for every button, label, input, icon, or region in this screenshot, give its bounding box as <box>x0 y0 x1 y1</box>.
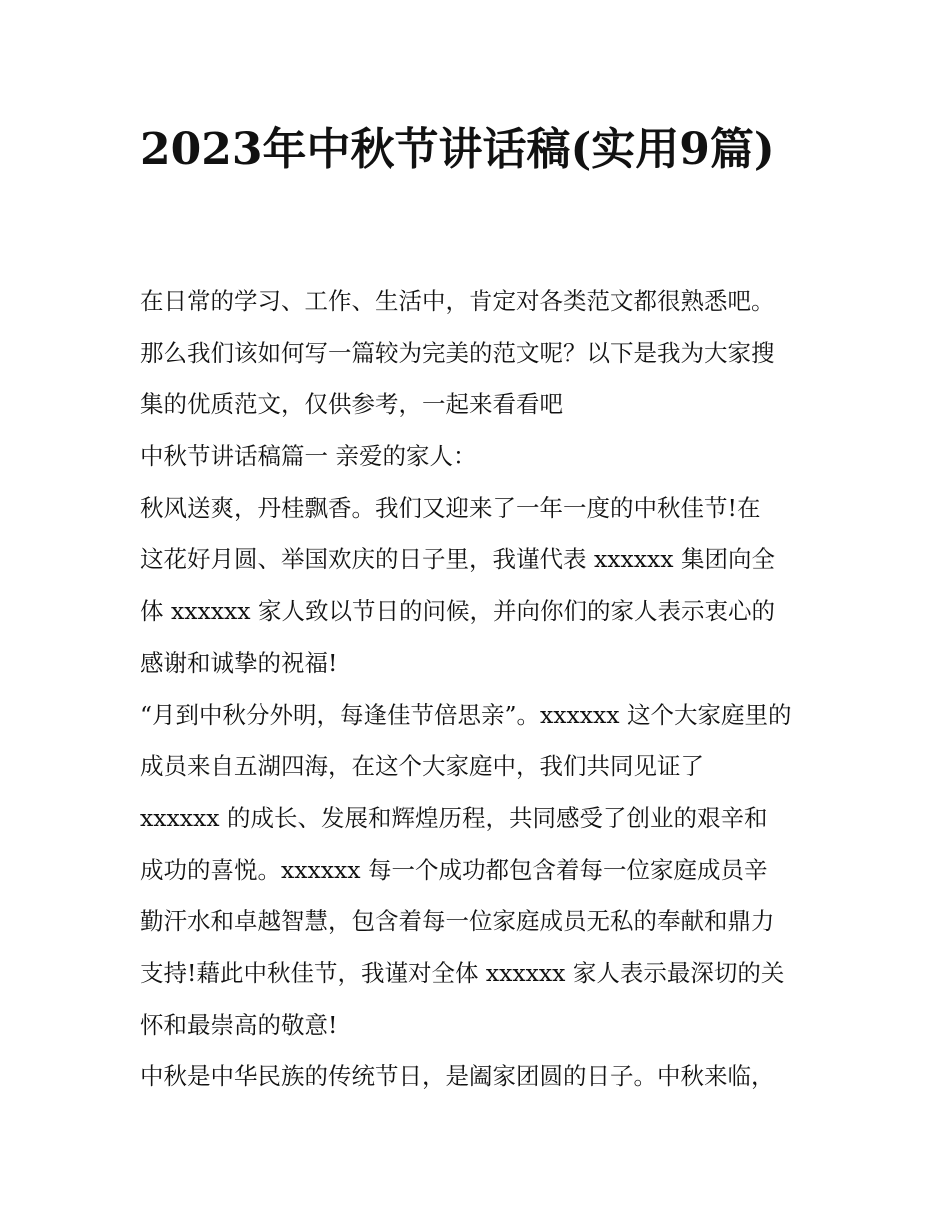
text-line: 勤汗水和卓越智慧，包含着每一位家庭成员无私的奉献和鼎力 <box>140 907 775 936</box>
text-line: “月到中秋分外明，每逢佳节倍思亲”。xxxxxx 这个大家庭里的 <box>140 700 792 729</box>
text-line: 在日常的学习、工作、生活中，肯定对各类范文都很熟悉吧。 <box>140 287 775 315</box>
document-title: 2023年中秋节讲话稿(实用9篇) <box>140 124 775 175</box>
text-line: 集的优质范文，仅供参考，一起来看看吧 <box>140 390 563 419</box>
text-line: xxxxxx 的成长、发展和辉煌历程，共同感受了创业的艰辛和 <box>140 803 768 832</box>
text-line: 秋风送爽，丹桂飘香。我们又迎来了一年一度的中秋佳节!在 <box>140 493 761 522</box>
document-body <box>140 276 830 1103</box>
text-line: 怀和最崇高的敬意! <box>140 1010 338 1039</box>
text-line: 支持!藉此中秋佳节，我谨对全体 xxxxxx 家人表示最深切的关 <box>140 958 785 987</box>
text-line: 中秋是中华民族的传统节日，是阖家团圆的日子。中秋来临， <box>140 1062 775 1091</box>
text-line: 那么我们该如何写一篇较为完美的范文呢？以下是我为大家搜 <box>140 338 775 367</box>
section-heading-line: 中秋节讲话稿篇一 亲爱的家人： <box>140 442 477 471</box>
text-line: 成功的喜悦。xxxxxx 每一个成功都包含着每一位家庭成员辛 <box>140 855 768 884</box>
text-line: 这花好月圆、举国欢庆的日子里，我谨代表 xxxxxx 集团向全 <box>140 545 775 574</box>
text-line: 体 xxxxxx 家人致以节日的问候，并向你们的家人表示衷心的 <box>140 597 775 626</box>
text-line: 成员来自五湖四海，在这个大家庭中，我们共同见证了 <box>140 752 704 781</box>
text-line: 感谢和诚挚的祝福! <box>140 648 338 677</box>
